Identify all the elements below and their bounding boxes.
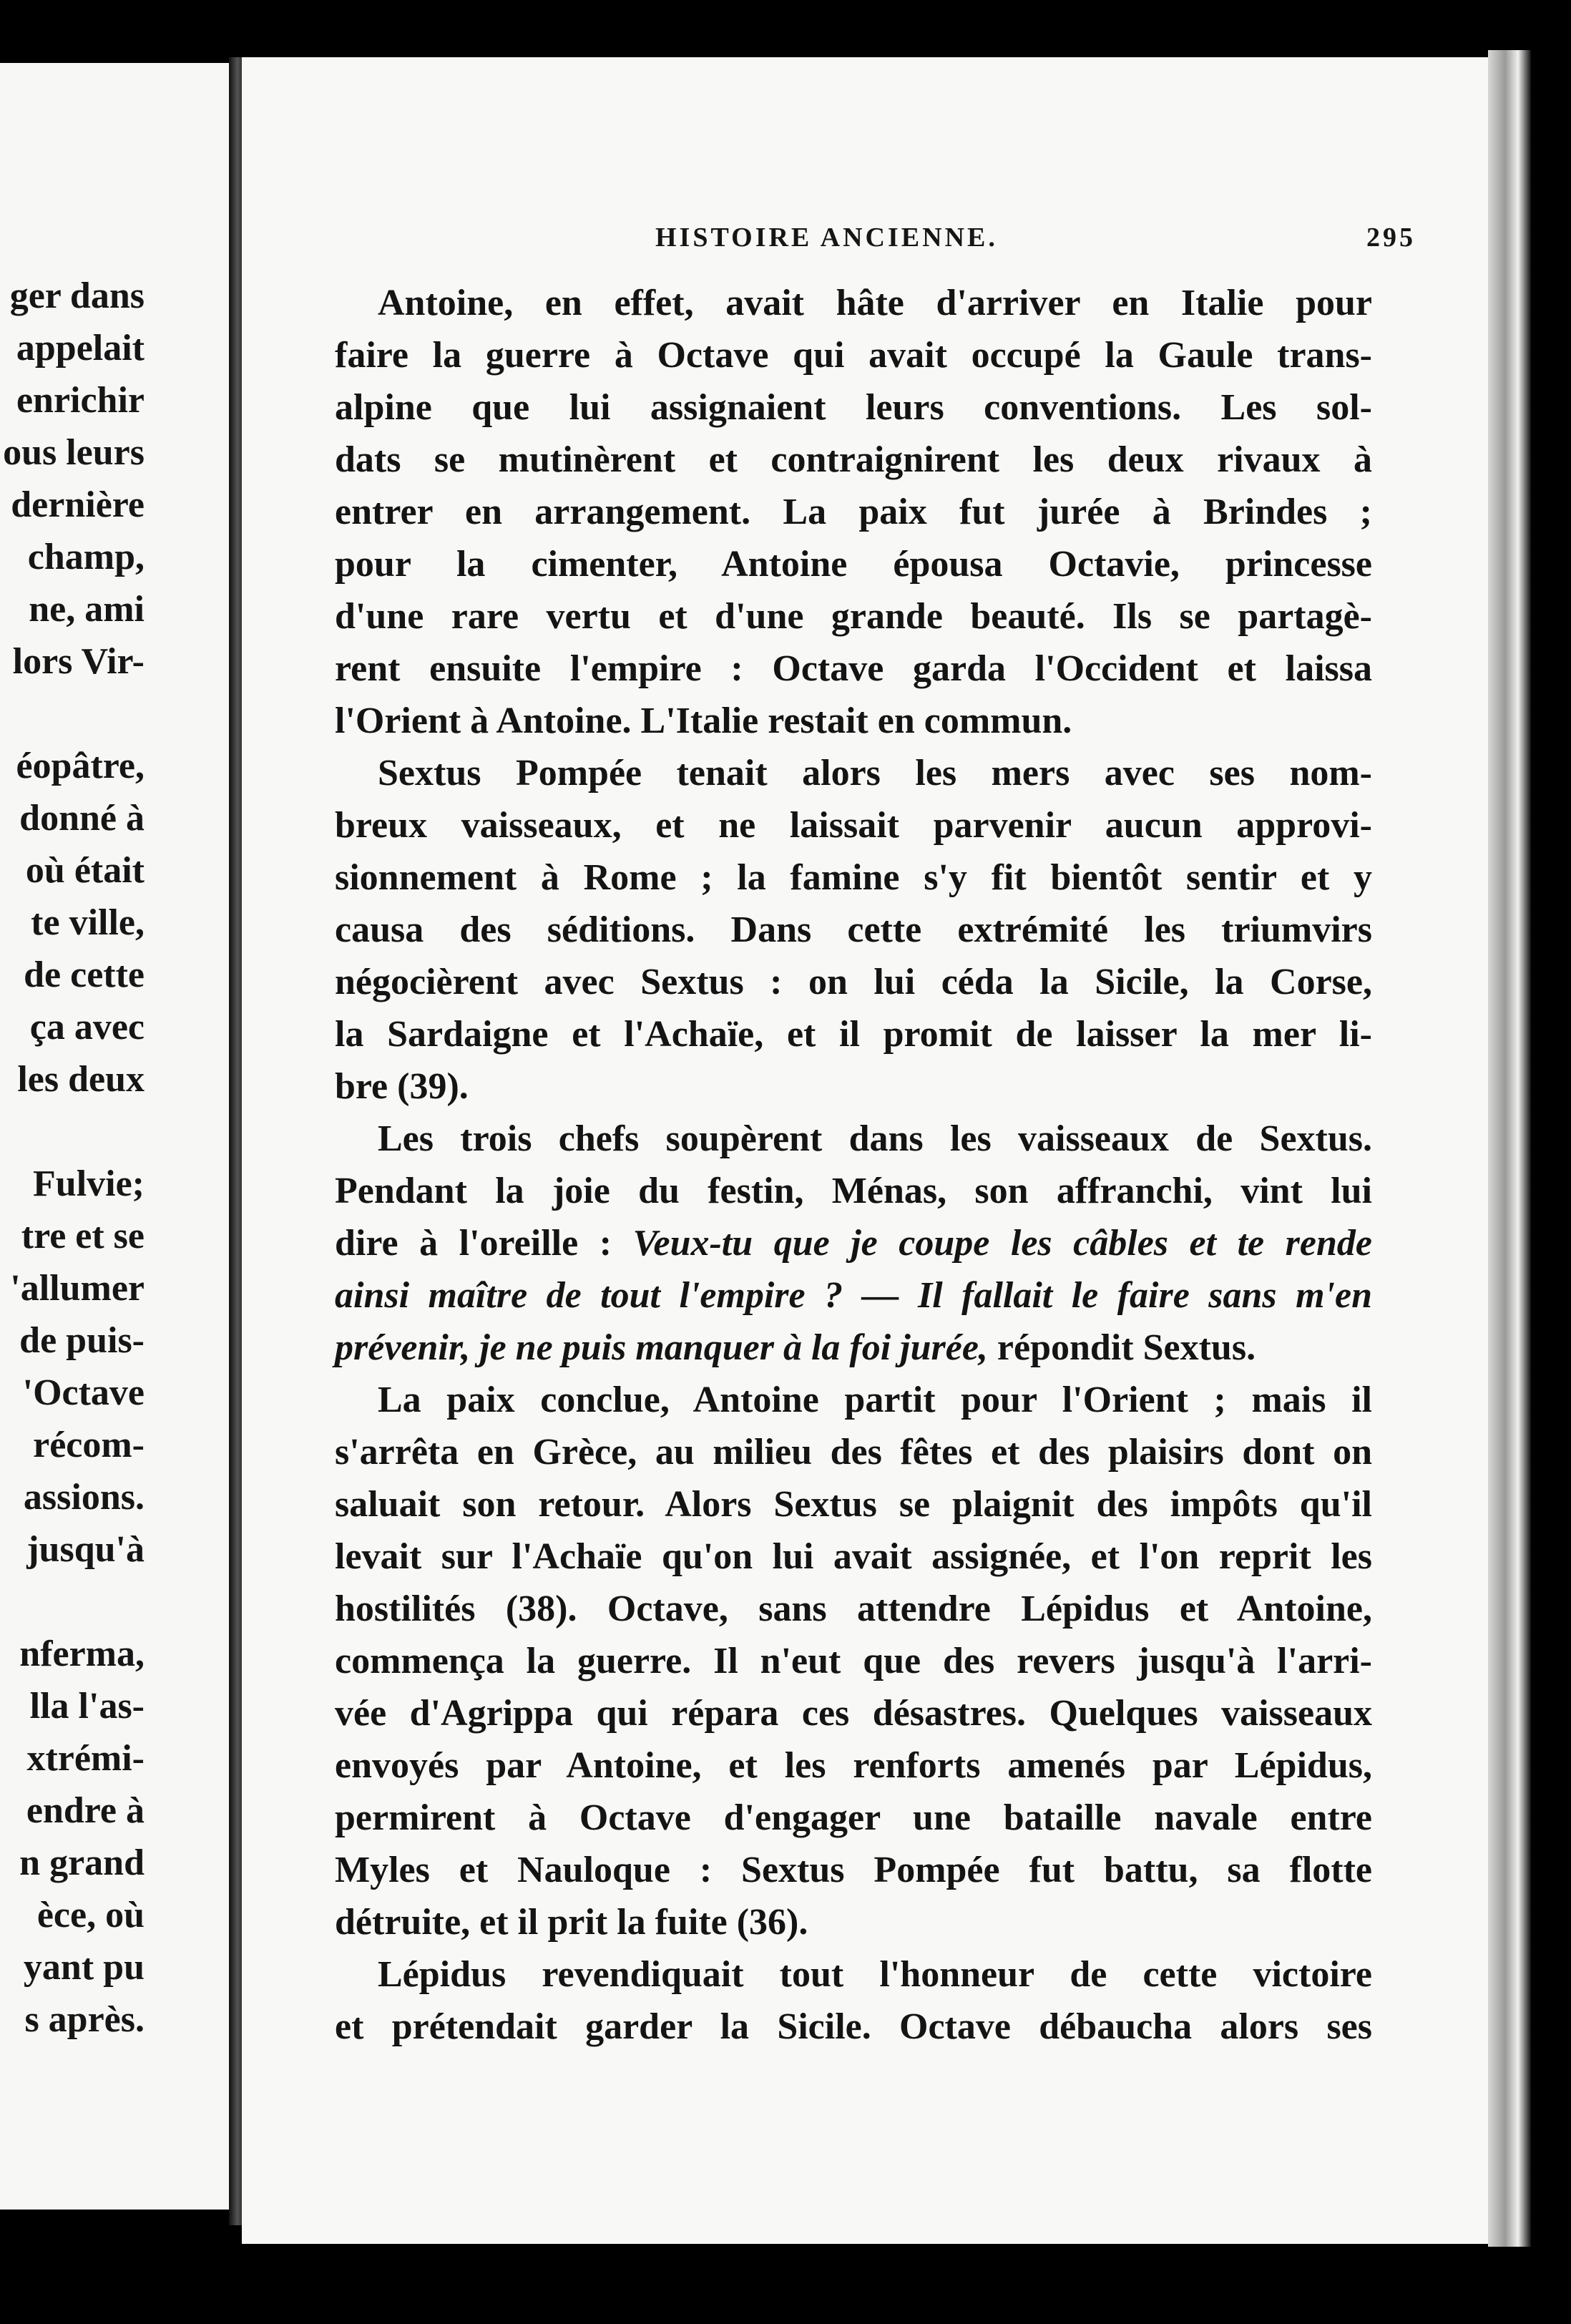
left-line: assions. <box>23 1477 145 1518</box>
left-line: 'allumer <box>10 1268 145 1309</box>
text-line: s'arrêta en Grèce, au milieu des fêtes et des plaisirs dont on <box>335 1432 1372 1473</box>
scan-border <box>0 2254 1571 2324</box>
left-line: enrichir <box>16 380 145 421</box>
left-line: nferma, <box>19 1634 145 1674</box>
left-line: èce, où <box>36 1895 145 1935</box>
text-line: Lépidus revendiquait tout l'honneur de cette victoire <box>378 1954 1372 1995</box>
text-line: envoyés par Antoine, et les renforts amenés par Lépidus, <box>335 1745 1372 1786</box>
page-header <box>242 222 1492 265</box>
left-line: dernière <box>11 484 145 525</box>
left-line: endre à <box>26 1790 145 1831</box>
text-line: Sextus Pompée tenait alors les mers avec ses nom- <box>378 753 1372 794</box>
text-line: entrer en arrangement. La paix fut jurée à Brindes ; <box>335 492 1372 532</box>
text-line: sionnement à Rome ; la famine s'y fit bientôt sentir et y <box>335 857 1372 898</box>
text-line: saluait son retour. Alors Sextus se plaignit des impôts qu'il <box>335 1484 1372 1525</box>
left-line: où était <box>25 850 145 891</box>
left-line: s après. <box>24 1999 145 2040</box>
left-line: ne, ami <box>29 589 145 630</box>
text-line: Antoine, en effet, avait hâte d'arriver en Italie pour <box>378 283 1372 323</box>
text-line: faire la guerre à Octave qui avait occupé la Gaule trans- <box>335 335 1372 376</box>
left-line: appelait <box>16 328 145 368</box>
left-line: de cette <box>24 954 145 995</box>
left-line: jusqu'à <box>26 1529 145 1570</box>
left-line: 'Octave <box>22 1372 145 1413</box>
text-span: dire à l'oreille : <box>335 1223 612 1264</box>
text-line: pour la cimenter, Antoine épousa Octavie, princesse <box>335 544 1372 585</box>
text-line: la Sardaigne et l'Achaïe, et il promit de laisser la mer li- <box>335 1014 1372 1055</box>
text-line: hostilités (38). Octave, sans attendre Lépidus et Antoine, <box>335 1588 1372 1629</box>
running-title: HISTOIRE ANCIENNE. <box>655 223 998 253</box>
left-line: de puis- <box>19 1320 145 1361</box>
left-line: xtrémi- <box>26 1738 145 1779</box>
left-line: ous leurs <box>3 432 145 473</box>
left-line: ger dans <box>9 275 145 316</box>
italic-quote: ainsi maître de tout l'empire ? — Il fallait le faire sans m'en <box>335 1275 1372 1316</box>
italic-quote: Veux-tu que je coupe les câbles et te rende <box>632 1223 1372 1264</box>
text-line: Myles et Nauloque : Sextus Pompée fut battu, sa flotte <box>335 1850 1372 1890</box>
text-line: Les trois chefs soupèrent dans les vaisseaux de Sextus. <box>378 1118 1372 1159</box>
left-line: récom- <box>33 1425 145 1465</box>
left-line: lla l'as- <box>29 1686 145 1727</box>
text-line: La paix conclue, Antoine partit pour l'Orient ; mais il <box>378 1380 1372 1420</box>
left-page-fragment <box>0 63 239 2210</box>
text-line: Pendant la joie du festin, Ménas, son affranchi, vint lui <box>335 1171 1372 1211</box>
left-line: champ, <box>27 537 145 577</box>
left-line: les deux <box>17 1059 145 1100</box>
text-line: levait sur l'Achaïe qu'on lui avait assignée, et l'on reprit les <box>335 1536 1372 1577</box>
text-line: rent ensuite l'empire : Octave garda l'Occident et laissa <box>335 648 1372 689</box>
left-line: yant pu <box>23 1947 145 1988</box>
text-line: dats se mutinèrent et contraignirent les deux rivaux à <box>335 439 1372 480</box>
italic-quote: prévenir, je ne puis manquer à la foi jurée, <box>335 1327 988 1368</box>
left-line: n grand <box>19 1842 145 1883</box>
left-line: tre et se <box>21 1216 145 1256</box>
text-line: bre (39). <box>335 1066 469 1107</box>
text-line: breux vaisseaux, et ne laissait parvenir aucun approvi- <box>335 805 1372 846</box>
left-line: ça avec <box>29 1007 145 1048</box>
text-line: négocièrent avec Sextus : on lui céda la Sicile, la Corse, <box>335 962 1372 1002</box>
page-number: 295 <box>1366 223 1416 253</box>
page-edge <box>1488 50 1531 2247</box>
right-page <box>242 57 1492 2244</box>
text-line: causa des séditions. Dans cette extrémité les triumvirs <box>335 909 1372 950</box>
left-line: éopâtre, <box>16 746 145 786</box>
text-line: alpine que lui assignaient leurs conventions. Les sol- <box>335 387 1372 428</box>
left-line: te ville, <box>31 902 145 943</box>
text-span: répondit Sextus. <box>997 1327 1256 1368</box>
left-line: Fulvie; <box>33 1163 145 1204</box>
text-line <box>335 1329 1372 1367</box>
text-line: commença la guerre. Il n'eut que des revers jusqu'à l'arri- <box>335 1641 1372 1681</box>
text-line <box>335 1225 1372 1262</box>
text-line: d'une rare vertu et d'une grande beauté. Ils se partagè- <box>335 596 1372 637</box>
left-line: lors Vir- <box>12 641 145 682</box>
text-line: détruite, et il prit la fuite (36). <box>335 1902 808 1943</box>
text-line: permirent à Octave d'engager une bataille navale entre <box>335 1797 1372 1838</box>
text-line: et prétendait garder la Sicile. Octave débaucha alors ses <box>335 2006 1372 2047</box>
left-line: donné à <box>19 798 145 839</box>
text-line: vée d'Agrippa qui répara ces désastres. Quelques vaisseaux <box>335 1693 1372 1734</box>
text-line: l'Orient à Antoine. L'Italie restait en commun. <box>335 700 1072 741</box>
